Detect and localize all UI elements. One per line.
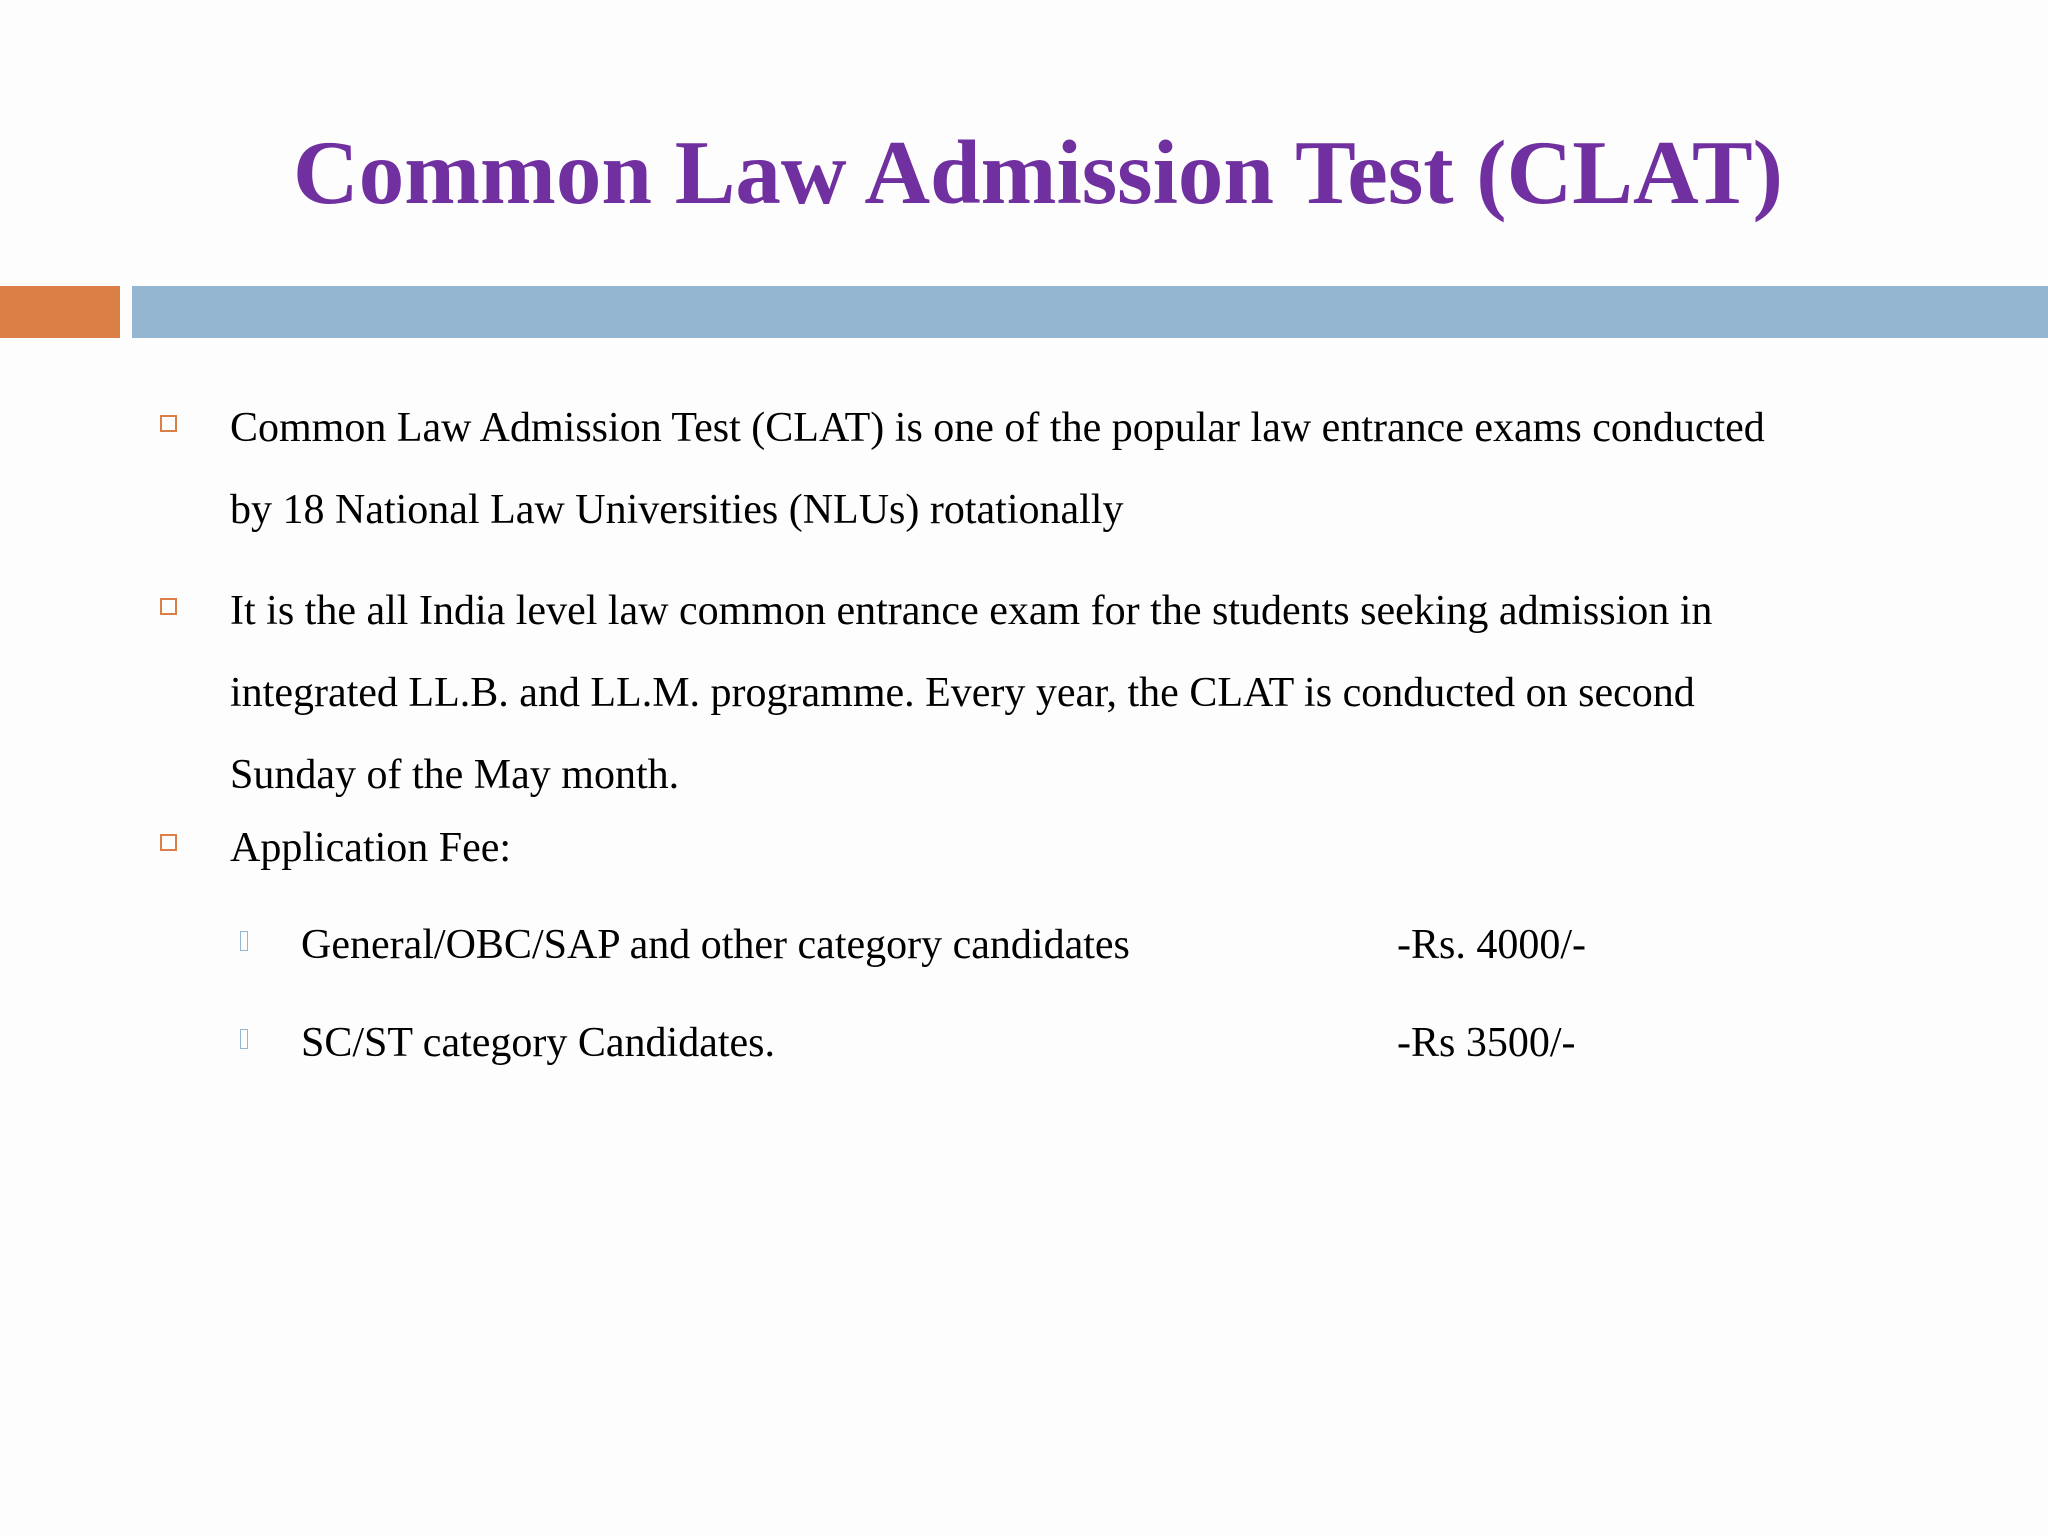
bullet-1-line-2: by 18 National Law Universities (NLUs) rotationally [230, 487, 1124, 533]
square-bullet-icon [160, 415, 177, 432]
slide-title: Common Law Admission Test (CLAT) [293, 122, 1783, 223]
bullet-2-line-3: Sunday of the May month. [230, 752, 680, 798]
fee-amount-sc-st: -Rs 3500/- [1397, 1020, 1576, 1066]
sub-bullet-icon [240, 1029, 248, 1049]
square-bullet-icon [160, 834, 177, 851]
square-bullet-icon [160, 598, 177, 615]
bullet-2-line-1: It is the all India level law common entrance exam for the students seeking admission in [230, 588, 1713, 634]
fee-category-general: General/OBC/SAP and other category candidates [301, 922, 1130, 968]
bullet-3-line-1: Application Fee: [230, 825, 512, 871]
sub-bullet-icon [240, 931, 248, 951]
bullet-2-line-2: integrated LL.B. and LL.M. programme. Every year, the CLAT is conducted on second [230, 670, 1695, 716]
accent-bar-blue [132, 286, 2048, 338]
accent-bar-orange [0, 286, 120, 338]
fee-amount-general: -Rs. 4000/- [1397, 922, 1586, 968]
fee-category-sc-st: SC/ST category Candidates. [301, 1020, 775, 1066]
bullet-1-line-1: Common Law Admission Test (CLAT) is one of the popular law entrance exams conducted [230, 405, 1765, 451]
